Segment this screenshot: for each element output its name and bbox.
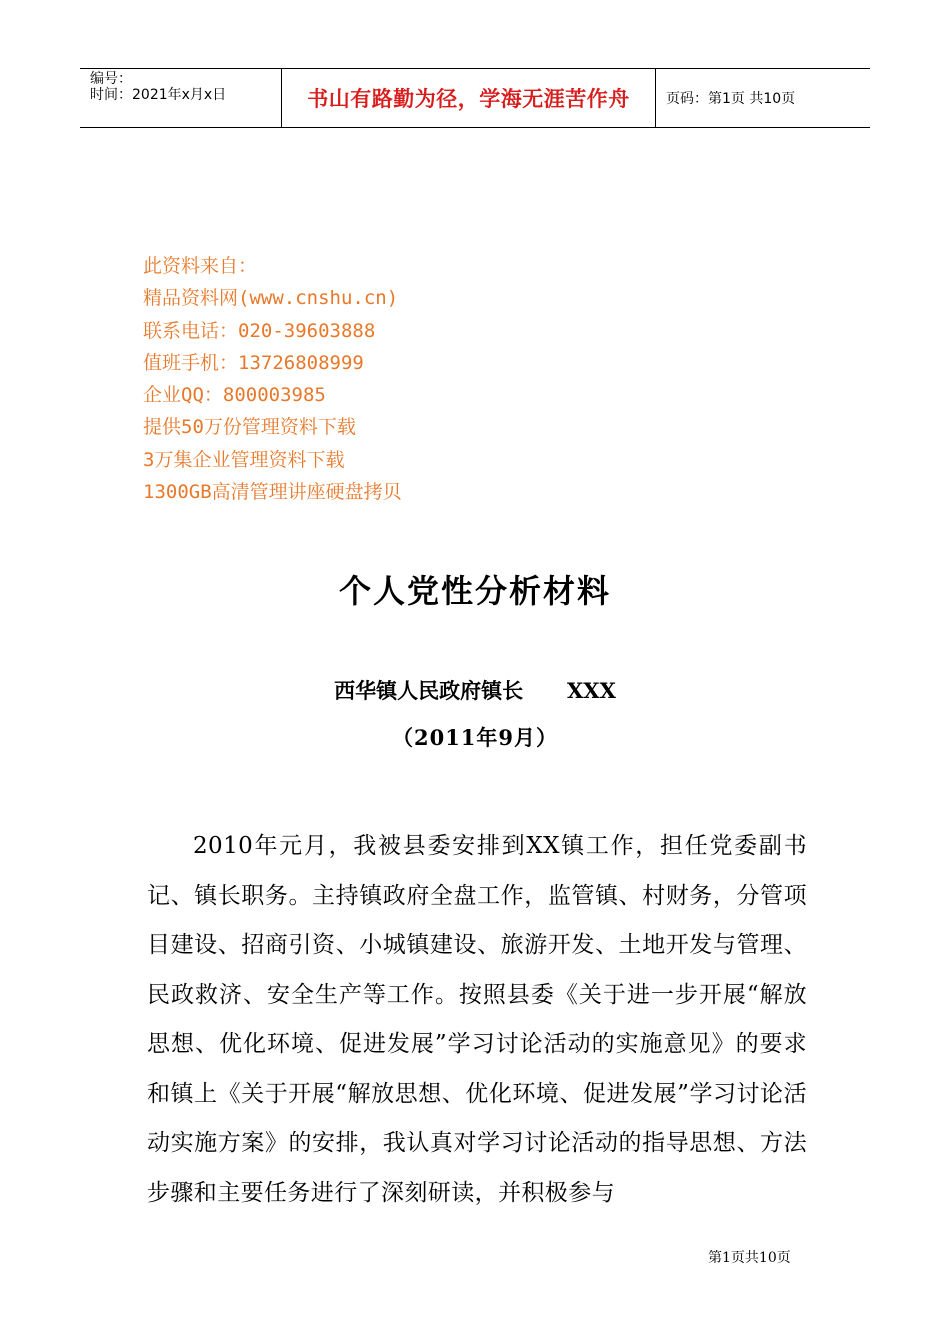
- header-page-label: 页码：第1页 共10页: [666, 91, 796, 107]
- document-author: 西华镇人民政府镇长 XXX: [334, 678, 616, 703]
- promo-line: 1300GB高清管理讲座硬盘拷贝: [143, 481, 402, 504]
- document-date: （2011年9月）: [391, 725, 559, 750]
- page-header: [80, 68, 870, 128]
- header-meta: [80, 69, 282, 127]
- body-paragraph: 2010年元月，我被县委安排到XX镇工作，担任党委副书记、镇长职务。主持镇政府全盘工作，监管镇、村财务，分管项目建设、招商引资、小城镇建设、旅游开发、土地开发与管理、民政救济、安全生产等工作。按照县委《关于进一步开展“解放思想、优化环境、促进发展”学习讨论活动的实施意见》的要求和镇上《关于开展“解放思想、优化环境、促进发展”学习讨论活动实施方案》的安排，我认真对学习讨论活动的指导思想、方法步骤和主要任务进行了深刻研读，并积极参与: [147, 833, 807, 1206]
- document-number-label: 编号：: [90, 71, 132, 87]
- promo-block: [143, 250, 843, 508]
- promo-line: 提供50万份管理资料下载: [143, 416, 356, 439]
- promo-line: 此资料来自：: [143, 255, 258, 277]
- document-title: 个人党性分析材料: [338, 572, 611, 610]
- promo-line: 值班手机：13726808999: [143, 351, 364, 374]
- page-footer: 第1页共10页: [708, 1250, 791, 1266]
- promo-line: 3万集企业管理资料下载: [143, 448, 345, 471]
- promo-line: 联系电话：020-39603888: [143, 319, 376, 342]
- promo-line: 精品资料网(www.cnshu.cn): [143, 287, 399, 310]
- promo-line: 企业QQ：800003985: [143, 384, 326, 407]
- header-motto: 书山有路勤为径，学海无涯苦作舟: [282, 69, 656, 127]
- document-time-label: 时间：2021年x月x日: [90, 87, 227, 103]
